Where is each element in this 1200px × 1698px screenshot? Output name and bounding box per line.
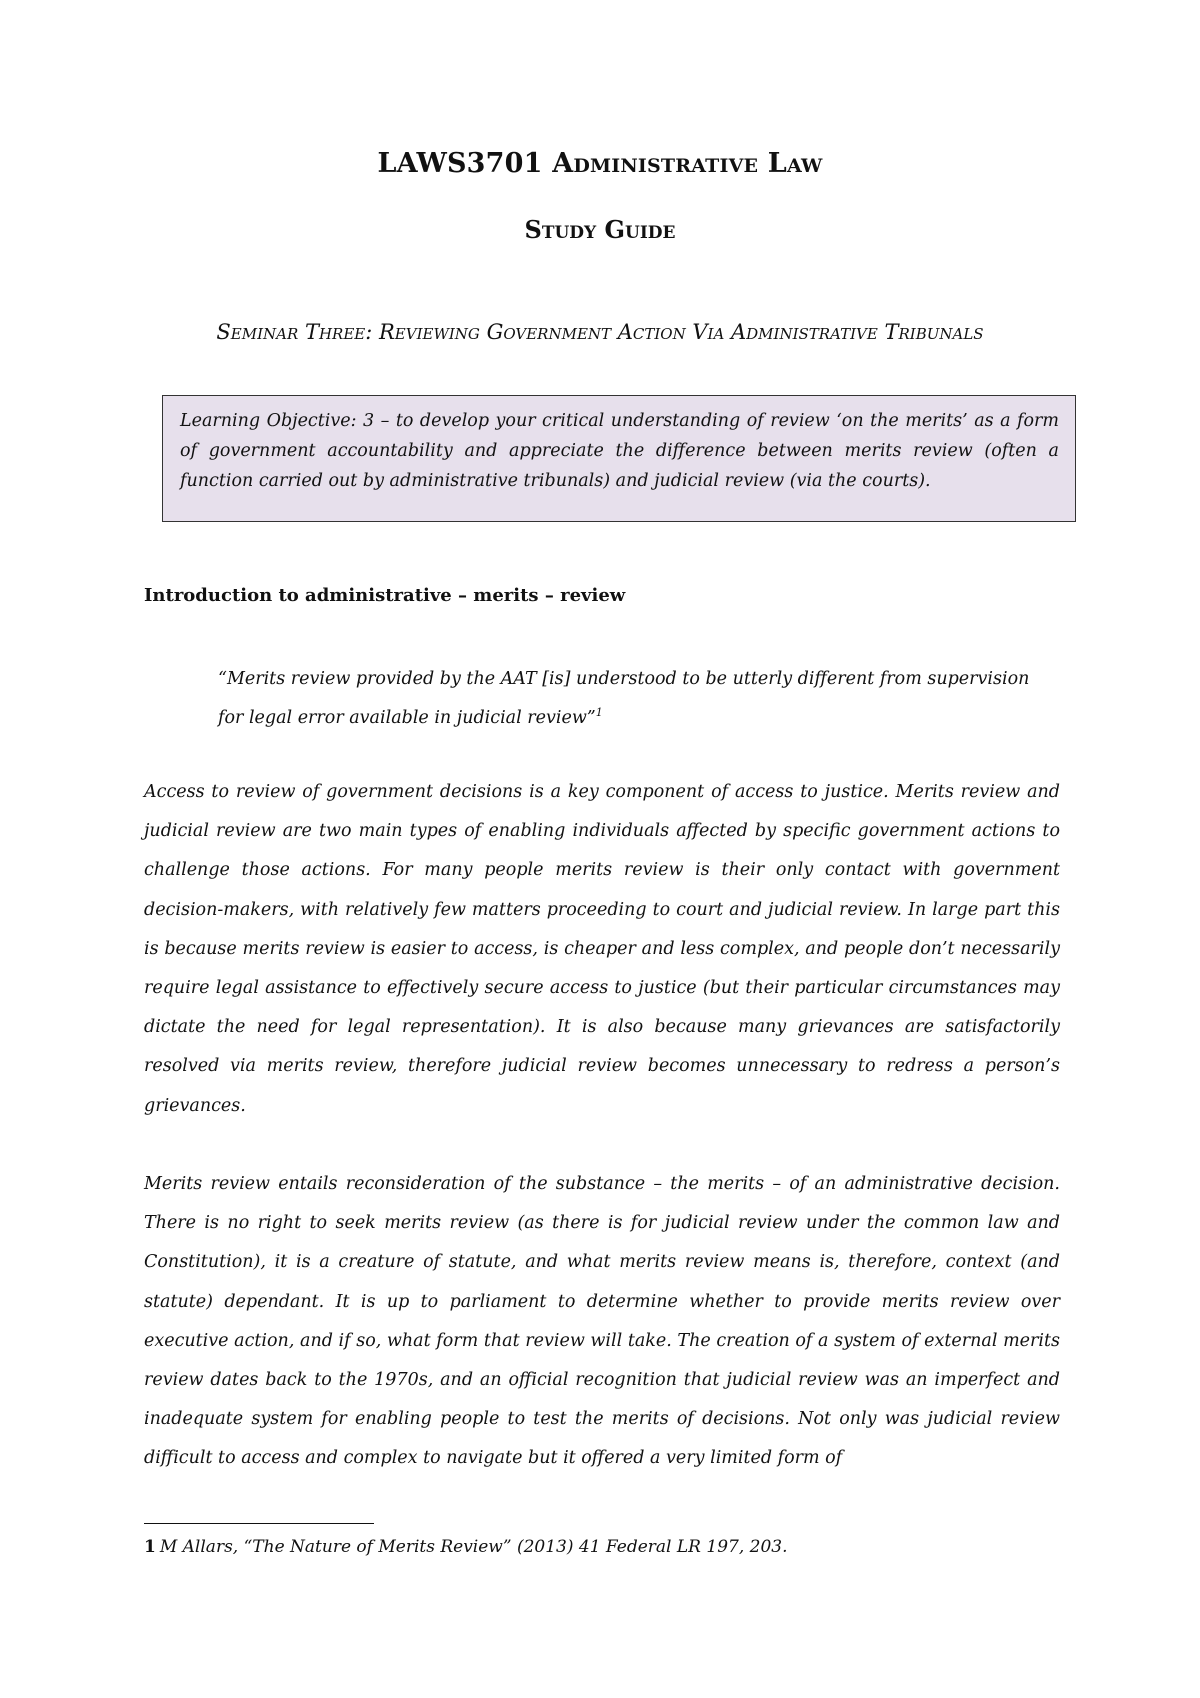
footnote-number: 1 [144, 1537, 156, 1557]
footnote-separator [144, 1523, 374, 1524]
footnote-ref: 1 [595, 706, 603, 720]
course-title: LAWS3701 Administrative Law [377, 148, 823, 179]
block-quote [218, 660, 1060, 738]
footnote-text: M Allars, “The Nature of Merits Review” (2013) 41 Federal LR 197, 203. [159, 1537, 788, 1557]
study-guide-title: Study Guide [524, 215, 676, 244]
body-paragraph-1: Access to review of government decisions is a key component of access to justice. Merits review and judicial review are two main types of enabling individuals affected by specific government actions to challenge those actions. For many people merits review is their only contact with government decision-makers, with relatively few matters proceeding to court and judicial review. In large part this is because merits review is easier to access, is cheaper and less complex, and people don’t necessarily require legal assistance to effectively secure access to justice (but their particular circumstances may dictate the need for legal representation). It is also because many grievances are satisfactorily resolved via merits review, therefore judicial review becomes unnecessary to redress a person’s grievances. [144, 782, 1060, 1116]
footnote-1 [144, 1534, 1060, 1560]
quote-text: “Merits review provided by the AAT [is] understood to be utterly different from supervision for legal error available in judicial review” [218, 669, 1030, 728]
section-heading: Introduction to administrative – merits – review [144, 585, 626, 606]
learning-objective-box [162, 395, 1076, 522]
learning-objective-text: Learning Objective: 3 – to develop your critical understanding of review ‘on the merits’ as a form of government accountability and appreciate the difference between merits review (often a function carried out by administrative tribunals) and judicial review (via the courts). [180, 411, 1059, 491]
body-paragraph-2: Merits review entails reconsideration of the substance – the merits – of an administrative decision. There is no right to seek merits review (as there is for judicial review under the common law and Constitution), it is a creature of statute, and what merits review means is, therefore, context (and statute) dependant. It is up to parliament to determine whether to provide merits review over executive action, and if so, what form that review will take. The creation of a system of external merits review dates back to the 1970s, and an official recognition that judicial review was an imperfect and inadequate system for enabling people to test the merits of decisions. Not only was judicial review difficult to access and complex to navigate but it offered a very limited form of [144, 1174, 1060, 1469]
seminar-title: Seminar Three: Reviewing Government Action Via Administrative Tribunals [216, 320, 984, 344]
